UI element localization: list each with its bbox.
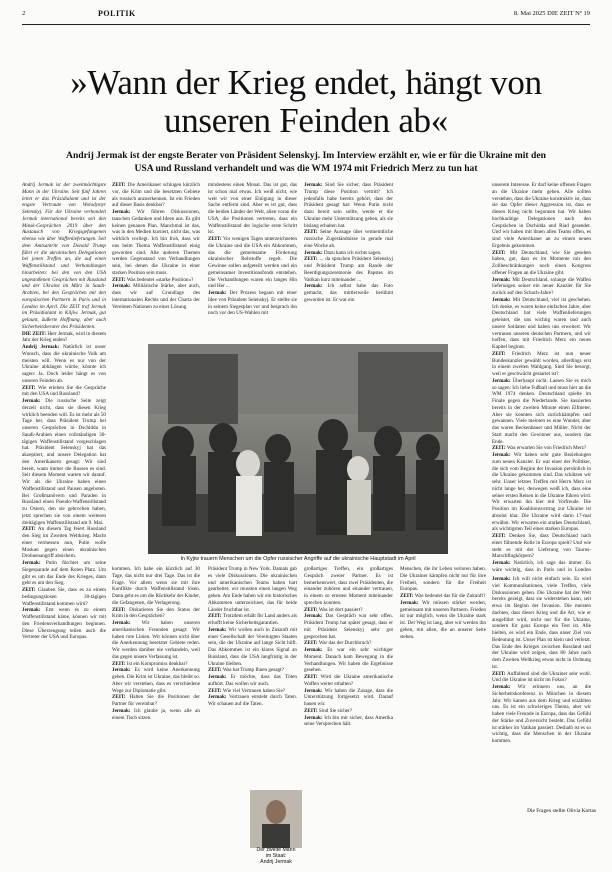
speaker-label: Jermak: xyxy=(112,667,131,674)
article-paragraph: ZEIT: Denken Sie, dass Deutschland nach einer führende Rolle in Europa spielt? Und wie steht es mit der Lieferung von Taurus-Marschflugkörpern? xyxy=(492,533,591,560)
article-paragraph: ZEIT: Diskutieren Sie den Status der Krim in den Gesprächen? xyxy=(112,606,200,620)
article-paragraph: Jermak: Wir haben unseren amerikanischen Freunden gesagt: Wir haben rote Linien. Wir können nicht über die Anerkennung besetzter Gebiete reden. Wir werden darüber nie verhandeln, weil das gegen unsere Verfassung ist. xyxy=(112,620,200,660)
article-paragraph: ZEIT: Was erwarten Sie von Friedrich Merz? xyxy=(492,445,587,452)
speaker-label: Jermak: xyxy=(112,283,131,290)
author-portrait xyxy=(250,790,302,848)
article-paragraph: Menschen, die ihr Leben verloren haben. Die Ukrainer kämpfen nicht nur für ihre Freiheit, sondern für die Freiheit Europas. xyxy=(400,566,486,593)
article-paragraph: Jermak: Wir müssen stärker werden, gemeinsam mit unseren Partnern. Frieden ist nur möglich, wenn die Ukraine stark ist. Der Weg ist lang, aber wir werden ihn gehen, mit allen, die an unserer Seite stehen. xyxy=(400,599,486,640)
news-photo xyxy=(148,344,448,554)
photo-caption: In Kyjiw trauern Menschen um die Opfer russischer Angriffe auf die ukrainische Hauptstadt im April xyxy=(180,556,416,562)
headline: »Wann der Krieg endet, hängt von unseren Feinden ab« xyxy=(70,63,542,140)
column-3 xyxy=(208,182,297,342)
article-paragraph: Jermak: Ich will nicht einfach sein. Es wird viel Kommunikationen, viele Treffen, viele Diskussionen geben. Die Ukraine hat der Welt bereits gezeigt, dass sie widerstehen kann, seit etwa im Beginn der Invasion. Die meisten dachten, dass dieser Krieg und die Art, wie er ausgeführt wird, nicht nur für die Ukraine, sondern für ganz Europa ein Test ist. Alle hielten, es wird ein Ende, dass unser Ziel von Bedeutung ist. Unser Plan ist klein und verletzt. Das Ende des Krieges zwischen Russland und der Ukraine wird zeigen, dass 80 Jahre nach dem Zweiten Weltkrieg etwas nicht in Ordnung ist. xyxy=(492,576,591,670)
speaker-label: ZEIT: xyxy=(208,667,222,674)
article-paragraph: ZEIT: Seine Aussage über vermeintliche russische Zugeständnisse in gerade mal eine Woche ab. xyxy=(304,229,393,249)
article-paragraph: Jermak: Ich bin mir sicher, dass Amerika seine Versprechen hält. xyxy=(304,714,393,728)
speaker-label: Jermak: xyxy=(492,296,511,303)
article-paragraph: Präsident Trump in New York. Damals gab es viele Diskussionen. Die ukrainischen und amerikanischen Teams haben hart gearbeitet, wir mussten einen langen Weg gehen. Am Ende haben wir ein historisches Abkommen unterzeichnet, das für beide Länder fruchtbar ist. xyxy=(208,566,297,613)
speaker-label: ZEIT: xyxy=(208,613,222,620)
deck: Andrij Jermak ist der engste Berater von Präsident Selenskyj. Im Interview erzählt er, wie er für die Ukraine mit den USA und Russland verhandelt und was die WM 1974 mit Friedrich Merz zu tun hat xyxy=(66,150,546,174)
article-paragraph: ZEIT: War das der Durchbruch? xyxy=(304,640,372,647)
speaker-label: ZEIT: xyxy=(304,674,318,680)
speaker-label: ZEIT: xyxy=(112,606,126,613)
portrait-caption xyxy=(246,847,306,865)
article-paragraph: Andrij Jermak: Natürlich ist unser Wunsch, dass die ukrainische Volk am meisten will. Wenn es nur von der Ukraine abhängen würde, könnte ich sagen: Ja. Doch leider hängt es von unseren Feinden ab. xyxy=(22,344,106,384)
speaker-label: Jermak: xyxy=(400,599,419,606)
speaker-label: ZEIT: xyxy=(22,384,36,391)
speaker-label: DIE ZEIT: xyxy=(22,330,47,337)
column-6 xyxy=(492,576,591,808)
speaker-label: Jermak: xyxy=(112,620,131,626)
column-lower-5 xyxy=(400,566,486,848)
article-paragraph: ZEIT: Sind Sie sicher? xyxy=(304,707,353,714)
page-header xyxy=(22,10,590,24)
article-paragraph: unserem Interesse. Er darf keine offenen Fragen an die Ukraine mehr geben. Alle sollten verstehen, dass die Ukraine konstruktiv ist, dass sie das Opfer dieser Aggression ist, dass es diesen Krieg nicht begonnen hat. Wir haben hochkarätige Delegationen nach den Gesprächen in Dschidda und Riad gesendet. Und wir haben mit ihnen allen Teams offen, es sind viele Amerikaner an zu einem neuen Ergebnis gekommen. xyxy=(492,182,591,249)
speaker-label: ZEIT: xyxy=(492,533,506,539)
article-paragraph: ZEIT: Trotzdem erhält Ihr Land anders als erhofft keine Sicherheitsgarantien. xyxy=(208,613,297,626)
mourners-image xyxy=(148,344,448,554)
article-paragraph: ZEIT: ... da sprachen Präsident Selenskyj und Präsident Trump am Rande der Beerdigungszeremonie des Papstes im Vatikan kurz miteinander ... xyxy=(304,256,393,283)
speaker-label: ZEIT: xyxy=(22,587,36,593)
speaker-label: Jermak: xyxy=(208,694,227,701)
article-paragraph: großartiges Treffen, ein großartiges Gespräch zweier Partner. Es ist bemerkenswert, dass zwei Präsidenten, die einander zuhören und einander vertrauen, in einem so ernsten Moment miteinander sprechen konnten. xyxy=(304,566,393,606)
article-paragraph: Jermak: Der Prozess begann mit einer Idee von Präsident Selenskyj. Er stellte sie in seinem Siegesplan vor und besprach ihn noch vor den US-Wahlen mit xyxy=(208,290,297,317)
speaker-label: Jermak: xyxy=(208,290,227,296)
speaker-label: ZEIT: xyxy=(304,229,318,236)
column-1 xyxy=(22,182,106,847)
article-paragraph: Jermak: Wir wollen auch in Zukunft mit einer Gesellschaft der Vereinigten Staaten sein, die der Ukraine auf lange Sicht hilft. Das Abkommen ist ein klares Signal an Russland, dass die USA langfristig in der Ukraine bleiben. xyxy=(208,626,297,667)
speaker-label: Jermak: xyxy=(22,560,41,566)
speaker-label: ZEIT: xyxy=(492,350,506,357)
speaker-label: ZEIT: xyxy=(304,640,318,647)
article-paragraph: ZEIT: Mit Deutschland, wie Sie gesehen haben, gut, dass es im Momente mit den Zollbeschränkungen noch einen Kongress offener Fragen an die Ukraine gibt. xyxy=(492,249,591,276)
article-paragraph: ZEIT: Die Amerikaner schlugen kürzlich vor, die Krim und die besetzten Gebiete als russisch anzuerkennen. Ist ein Frieden auf dieser Basis denkbar? xyxy=(112,182,200,209)
portrait-image xyxy=(250,790,302,848)
article-paragraph: Jermak: Putin fürchtet um seine Siegesparade auf dem Roten Platz. Um gibt es um das Ende des Krieges, dann geht es um den Sieg. xyxy=(22,560,106,587)
column-lower-3 xyxy=(208,566,297,786)
speaker-label: ZEIT: xyxy=(492,249,506,256)
column-5 xyxy=(492,182,591,572)
speaker-label: Andrij Jermak: xyxy=(22,344,60,350)
article-paragraph: ZEIT: Wie viel Vertrauen haben Sie? xyxy=(208,687,286,694)
article-paragraph: Jermak: Ich selbst habe das Foto gemacht, das mittlerweile berühmt geworden ist. Er war ein xyxy=(304,283,393,303)
speaker-label: ZEIT: xyxy=(112,660,126,667)
speaker-label: Jermak: xyxy=(304,687,323,694)
speaker-label: ZEIT: xyxy=(208,236,222,242)
speaker-label: Jermak: xyxy=(492,452,511,458)
header-rule xyxy=(22,24,590,25)
speaker-label: Jermak: xyxy=(112,707,131,714)
article-paragraph: kommen. Ich habe ein kürzlich auf 30 Tage, das nicht nur drei Tage. Das ist die Frage. Vor allem wenn sie mit ihre Konflikte durch Waffenstillstand lösen. Dann geht es um die Rückkehr der Kinder, die Gefangenen, die Verlagerung. xyxy=(112,566,200,606)
page-number: 2 xyxy=(22,10,26,17)
article-paragraph: Jermak: Er möchte, dass das Töten aufhört. Das wollen wir auch. xyxy=(208,674,297,687)
speaker-label: Jermak: xyxy=(208,674,227,680)
article-paragraph: Jermak: Natürlich, ich sage das immer. Es wäre wichtig, dass in Paris und in London xyxy=(492,560,591,572)
section-label: POLITIK xyxy=(98,9,136,18)
article-paragraph: Jermak: Es wird keine Anerkennung geben. Die Krim ist Ukraine, das bleibt so. Aber wir verstehen, dass es verschiedene Wege zur Diplomatie gibt. xyxy=(112,667,200,694)
speaker-label: ZEIT: xyxy=(400,593,414,599)
article-paragraph: Jermak: Wir führen Diskussionen, tauschen Gedanken und Ideen aus. Es gibt keinen genauen Plan. Manchmal ist das, was in den Medien kursiert, nicht das, was wirklich vorliegt. Ich bin froh, dass wir uns beim Thema Waffenstillstand einig geworden sind. Alle anderen Themen werden Gegenstand von Verhandlungen sein, bei denen die Ukraine in einer starken Position sein muss. xyxy=(112,209,200,276)
article-paragraph: Jermak: Dazu kann ich nichts sagen. xyxy=(304,249,382,256)
portrait-caption-line: Der zweite Mann xyxy=(256,847,296,853)
speaker-label: ZEIT: xyxy=(112,182,126,188)
portrait-caption-line: im Staat: xyxy=(265,853,287,859)
article-paragraph: ZEIT: Glauben Sie, dass es zu einem bedingungslosen 30-tägigen Waffenstillstand kommen wird? xyxy=(22,587,106,607)
article-paragraph: ZEIT: Was bedeutet »starke Position«? xyxy=(112,276,194,283)
speaker-label: Jermak: xyxy=(22,398,41,404)
article-paragraph: ZEIT: Auffallend sind die Ukrainer sehr wohl. Und die Ukraine ist nicht im Fokus? xyxy=(492,670,591,684)
article-paragraph: Jermak: Mit Deutschland, solange die Waffen lieferungen seiner ein neuer Kanzler für Sie zurück auf den Schach-Jahre? xyxy=(492,276,591,296)
speaker-label: ZEIT: xyxy=(304,707,318,714)
column-4 xyxy=(304,182,393,342)
speaker-label: Jermak: xyxy=(208,626,227,633)
article-paragraph: Jermak: Überhaupt nicht. Lassen Sie es mich so sagen: Ich liebe Fußball und muss hier an die WM 1974 denken. Deutschland spielte im Finale gegen die Niederlande. Sie kassierten bereits in der zweiten Minute einen Elfmeter. Aber sie konnten sich zurückkämpfen und gewannen. Viele meinten es eine Wunder, aber das waren Beckenbauer und Müller. Nicht der Start macht den Gewinner aus, sondern das Ende. xyxy=(492,377,591,445)
speaker-label: Jermak: xyxy=(304,249,323,256)
article-paragraph: Jermak: Ich glaube ja, wenn alle an einem Tisch sitzen. xyxy=(112,707,200,721)
article-paragraph: ZEIT: Ist ein Kompromiss denkbar? xyxy=(112,660,188,667)
article-paragraph: ZEIT: Was bedeutet das für die Zukunft? xyxy=(400,593,486,599)
intro-paragraph: Andrij Jermak ist der zweitmächtigste Mann in der Ukraine. Seit fünf Jahren leitet er das Präsidialamt und ist der engste Vertraute von Wolodymyr Selenskyj. Für die Ukraine verhandelt Jermak international bereits seit den Minsk-Gesprächen 2019 über den Austausch von Kriegsgefangenen ebenso wie über Waffenlieferungen. Seit dem Amtsantritt von Donald Trump führt er die ukrainischen Delegationen bei jenen Treffen an, die auf einen Waffenstillstand und Verhandlungen hinarbeiten: bei den von den USA angestoßenen Gesprächen mit Russland und der Ukraine im März in Saudi-Arabien, bei den Gesprächen mit den europäischen Partnern in Paris und in London im April. Die ZEIT traf Jermak im Präsidialamt in Kiljiw. Jermak, gut gelaunt, äußerte Hoffnung, aber auch Sicherheitsberater des Präsidenten. xyxy=(22,182,106,330)
article-paragraph: Jermak: Wir haben sehr gute Beziehungen zum neuen Kanzler. Er war einer der Politiker, die sich vom Beginn der Invasion persönlich in die Ukraine gekommen sind. Das schätzen wir sehr. Unser letztes Treffen mit Herrn Merz ist nicht lange her, deswegen weiß ich, dass eine seiner ersten Reisen in die Ukraine führen wird. Wir erwarten ihn hier mit Vorfreude. Die Position im Koalitionsvertrag zur Ukraine ist absolut klar. Die Ukraine wird darin 17-mal erwähnt. Wir erwarten ein starkes Deutschland, als wichtigsten Teil eines starken Europas. xyxy=(492,452,591,533)
article-paragraph: Jermak: Vertrauen entsteht durch Taten. Wir schauen auf die Taten. xyxy=(208,694,297,707)
article-paragraph: ZEIT: Was hat Trump Ihnen gesagt? xyxy=(208,667,284,674)
speaker-label: Jermak: xyxy=(492,684,511,690)
article-paragraph: ZEIT: Was ist dort passiert? xyxy=(304,606,363,613)
speaker-label: Jermak: xyxy=(304,714,323,721)
speaker-label: ZEIT: xyxy=(112,694,126,701)
issue-date: 8. Mai 2025 DIE ZEIT Nº 19 xyxy=(513,10,590,17)
article-paragraph: Jermak: Wir haben die Zusage, dass die Unterstützung fortgesetzt wird. Darauf bauen wir. xyxy=(304,687,393,707)
article-paragraph: ZEIT: Friedrich Merz ist nun neuer Bundeskanzler gewählt worden, allerdings erst in einem zweiten Wahlgang. Sind Sie besorgt, weil er geschwächt gestartet ist? xyxy=(492,350,591,377)
column-lower-4 xyxy=(304,566,393,848)
speaker-label: ZEIT: xyxy=(304,256,318,263)
speaker-label: Jermak: xyxy=(304,182,323,188)
article-paragraph: Jermak: Militärische Stärke, aber auch, dass wir auf Grundlage des internationalen Rechts und der Charta der Vereinten Nationen zu einer Lösung xyxy=(112,283,200,310)
interview-credit: Die Fragen stellte Olivia Kortas xyxy=(527,808,596,814)
article-paragraph: mindestens einen Monat. Das ist gut, das ist schon mal etwas. Ich weiß nicht, wie weit wir von einer Einigung in dieser Sache entfernt sind. Aber es ist gut, dass die beiden Länder der Welt, allen voran die USA, die Positionen vertreten, dass ein Waffenstillstand der logische erste Schritt ist. xyxy=(208,182,297,236)
speaker-label: Jermak: xyxy=(112,209,131,215)
article-paragraph: DIE ZEIT: Herr Jermak, wird in diesem Jahr der Krieg enden? xyxy=(22,330,106,344)
portrait-caption-line: Andrij Jermak xyxy=(260,859,292,865)
article-paragraph: Jermak: Sind Sie sicher, dass Präsident Trump diese Position vertritt? Ich jedenfalls habe bereits gehört, dass der Präsident gesagt hat: Wenn Putin nicht dazu bereit sein sollte, werde er die Ukraine mehr Unterstützung geben, als sie bislang erhalten hat. xyxy=(304,182,393,229)
article-paragraph: Jermak: Wir erinnern uns, an die Sicherheitskonferenz in München in diesem Jahr. Wir kamen aus dem Krieg und erzählten uns. Es ist ein schwieriges Thema, aber wir haben viele Freunde in Europa, dass das Gefühl der Stärke und Zuversicht besteht. Das Gefühl ist stärker im Vatikan passiert. Deshalb ist es so wichtig, dass die Menschen in der Ukraine kommen. xyxy=(492,684,591,744)
speaker-label: Jermak: xyxy=(492,560,511,566)
speaker-label: Jermak: xyxy=(492,576,511,582)
article-paragraph: ZEIT: Vor wenigen Tagen unterzeichneten die Ukraine und die USA ein Abkommen, das die gemeinsame Förderung ukrainischer Rohstoffe regelt. Die Gewinne sollen aufgeteilt werden und ein gemeinsamer Investitionsfonds entstehen. Die Verhandlungen waren ein langes Hin und Her ... xyxy=(208,236,297,290)
article-paragraph: ZEIT: Halten Sie die Positionen der Partner für vereinbar? xyxy=(112,694,200,707)
speaker-label: ZEIT: xyxy=(208,687,222,694)
article-paragraph: Jermak: Mit Deutschland, viel ist geschehen. Ich denke, es waren keine einfachen Jahre, aber Deutschland hat viele Waffenlieferungen geleistet, die uns wichtig waren und auch unsere Soldaten und haben uns erweitert. Wir vertrauen unseren deutschen Partnern, und wir hoffen, dass mit Friedrich Merz ein neues Kapitel beginnt. xyxy=(492,296,591,350)
speaker-label: ZEIT: xyxy=(492,445,506,452)
speaker-label: ZEIT: xyxy=(492,670,506,677)
article-paragraph: Jermak: Die russische Seite zeigt derzeit nicht, dass sie diesen Krieg wirklich beenden will. Es ist mehr als 50 Tage her, dass Präsident Trump bei unseren Gesprächen in Dschidda in Saudi-Arabien einen vollständigen 30-tägigen Waffenstillstand vorgeschlagen hat. Präsident Selenskyj hat das akzeptiert, und unsere Delegation hat den Amerikanern gesagt: Wir sind bereit, wann immer die Russen es sind. Seit diesem Moment warten wir darauf. Wir als die Ukraine haben einen Waffenstillstand und Pausen angeboten. Bei Großmanövern und Paraden in Russland einen Pseudo-Waffenstillstand zu Ostern, den sie gebrochen haben, jetzt sprechen sie von einem weiteren dreitägigen Waffenstillstand am 9. Mai. xyxy=(22,398,106,526)
article-paragraph: Jermak: Das Gespräch war sehr offen. Präsident Trump hat später gesagt, dass er mit Präsident Selenskyj sehr gut gesprochen hat. xyxy=(304,613,393,640)
speaker-label: ZEIT: xyxy=(22,526,36,533)
article-paragraph: Jermak: Es war ein sehr wichtiger Moment. Danach kam Bewegung in die Verhandlungen. Wir haben die Ergebnisse gesehen. xyxy=(304,647,393,674)
speaker-label: Jermak: xyxy=(22,607,41,614)
speaker-label: ZEIT: xyxy=(304,606,318,613)
speaker-label: ZEIT: xyxy=(112,276,126,283)
article-paragraph: ZEIT: Wird die Ukraine amerikanische Waffen weiter erhalten? xyxy=(304,674,393,687)
column-lower-2 xyxy=(112,566,200,848)
speaker-label: Jermak: xyxy=(304,647,323,653)
speaker-label: Jermak: xyxy=(304,613,323,620)
speaker-label: Jermak: xyxy=(492,377,511,384)
speaker-label: Jermak: xyxy=(304,283,323,290)
speaker-label: Jermak: xyxy=(492,276,511,283)
article-paragraph: Jermak: Erst wenn es zu einem Waffenstillstand käme, können wir mit den Friedensverhandlungen beginnen. Diese Überzeugung teilen auch die Vertreter der USA und Europas. xyxy=(22,607,106,641)
article-paragraph: ZEIT: An diesem Tag feiert Russland den Sieg im Zweiten Weltkrieg. Macht einer vermessen nun, Putin wolle Moskau gegen einen ukrainischen Drohnenangriff absichern. xyxy=(22,526,106,560)
article-paragraph: ZEIT: Wie erleben Sie die Gespräche mit den USA und Russland? xyxy=(22,384,106,398)
column-2 xyxy=(112,182,200,342)
